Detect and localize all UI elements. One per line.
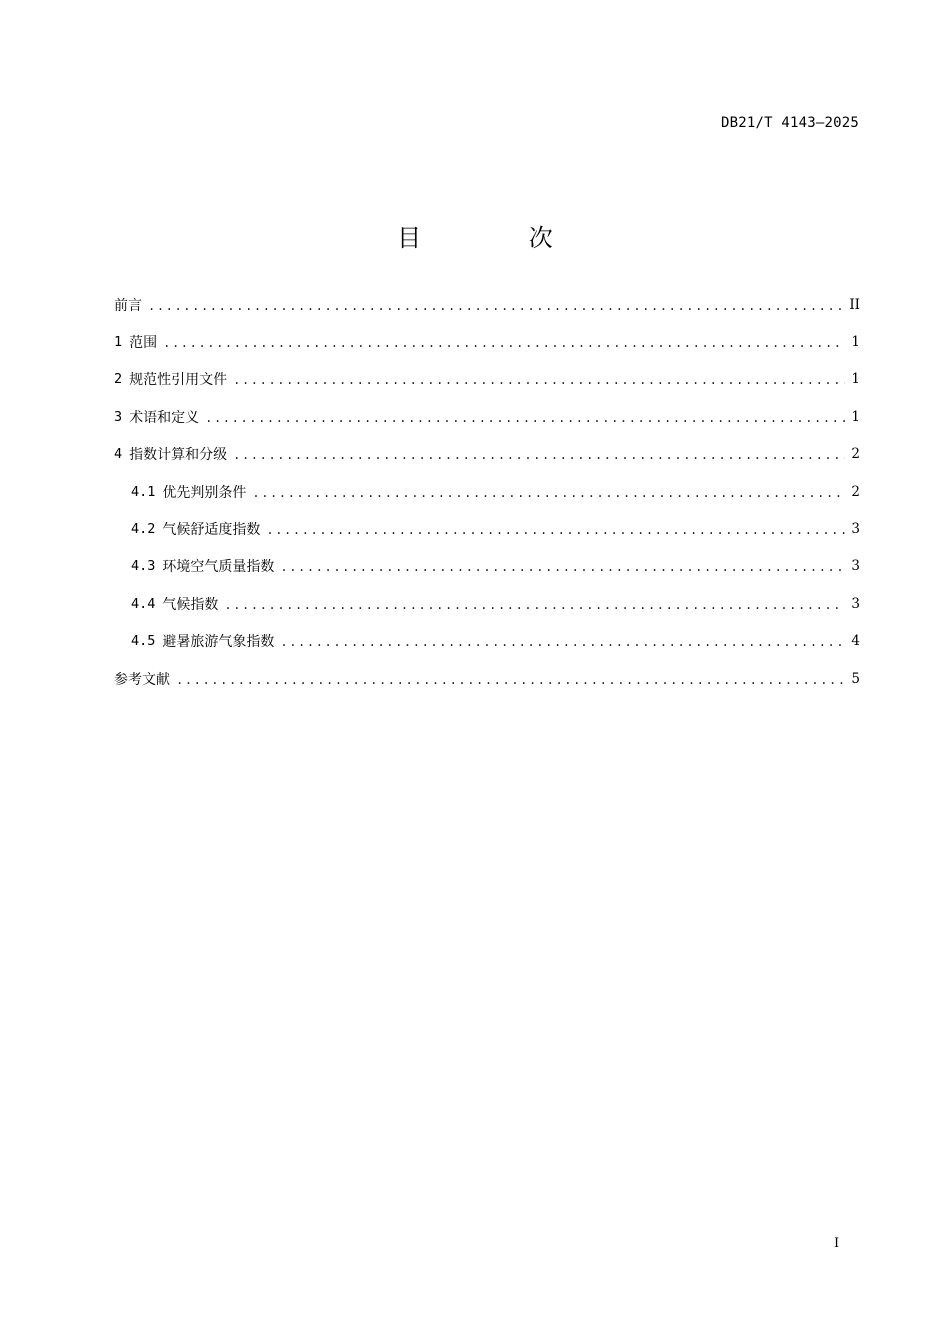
toc-entry-4-2[interactable]	[114, 510, 860, 547]
toc-entry-number: 3	[114, 408, 123, 425]
toc-entry-label: 环境空气质量指数	[162, 559, 275, 576]
toc-entry-terms-definitions[interactable]	[114, 398, 860, 435]
toc-entry-label: 参考文献	[114, 671, 170, 688]
toc-entry-page: 3	[851, 558, 860, 575]
toc-leader-dots	[176, 673, 845, 687]
toc-entry-page: 2	[851, 483, 860, 500]
toc-entry-number: 4.3	[131, 558, 156, 575]
toc-entry-4-4[interactable]	[114, 585, 860, 622]
toc-entry-page: 3	[851, 595, 860, 612]
toc-entry-number: 4	[114, 446, 123, 463]
toc-entry-label: 规范性引用文件	[129, 372, 228, 389]
toc-entry-number: 1	[114, 334, 123, 351]
toc-leader-dots	[148, 299, 844, 313]
toc-entry-page: 5	[851, 670, 860, 687]
toc-leader-dots	[233, 448, 845, 462]
toc-entry-foreword[interactable]	[114, 286, 860, 323]
toc-entry-bibliography[interactable]	[114, 660, 860, 697]
toc-leader-dots	[280, 560, 845, 574]
toc-entry-4-3[interactable]	[114, 548, 860, 585]
toc-entry-number: 4.4	[131, 595, 156, 612]
page-title: 目 次	[397, 224, 603, 253]
toc-entry-label: 气候指数	[162, 596, 219, 613]
toc-entry-number: 2	[114, 371, 123, 388]
toc-entry-label: 指数计算和分级	[129, 447, 228, 464]
toc-entry-4-5[interactable]	[114, 623, 860, 660]
toc-leader-dots	[205, 411, 845, 425]
toc-entry-scope[interactable]	[114, 323, 860, 360]
toc-leader-dots	[163, 336, 845, 350]
toc-entry-label: 优先判别条件	[162, 484, 247, 501]
toc-entry-page: 1	[851, 408, 860, 425]
toc-entry-page: 1	[851, 371, 860, 388]
table-of-contents	[114, 286, 860, 697]
toc-leader-dots	[224, 598, 845, 612]
toc-entry-label: 避暑旅游气象指数	[162, 634, 275, 651]
toc-entry-number: 4.1	[131, 483, 156, 500]
toc-leader-dots	[280, 635, 845, 649]
toc-entry-page: 1	[851, 334, 860, 351]
toc-entry-page: 2	[851, 446, 860, 463]
toc-entry-label: 气候舒适度指数	[162, 522, 261, 539]
toc-leader-dots	[252, 486, 845, 500]
toc-entry-normative-references[interactable]	[114, 361, 860, 398]
toc-entry-number: 4.5	[131, 633, 156, 650]
toc-entry-label: 前言	[114, 297, 142, 314]
toc-entry-page: 4	[851, 633, 860, 650]
toc-entry-4-1[interactable]	[114, 473, 860, 510]
toc-entry-index-calculation[interactable]	[114, 436, 860, 473]
toc-entry-number: 4.2	[131, 521, 156, 538]
toc-entry-page: 3	[851, 521, 860, 538]
toc-entry-page: II	[849, 296, 860, 313]
page-number: I	[834, 1236, 840, 1251]
toc-entry-label: 术语和定义	[129, 409, 200, 426]
toc-leader-dots	[233, 373, 845, 387]
standard-code: DB21/T 4143—2025	[720, 115, 859, 131]
toc-leader-dots	[266, 523, 845, 537]
toc-entry-label: 范围	[129, 335, 158, 352]
